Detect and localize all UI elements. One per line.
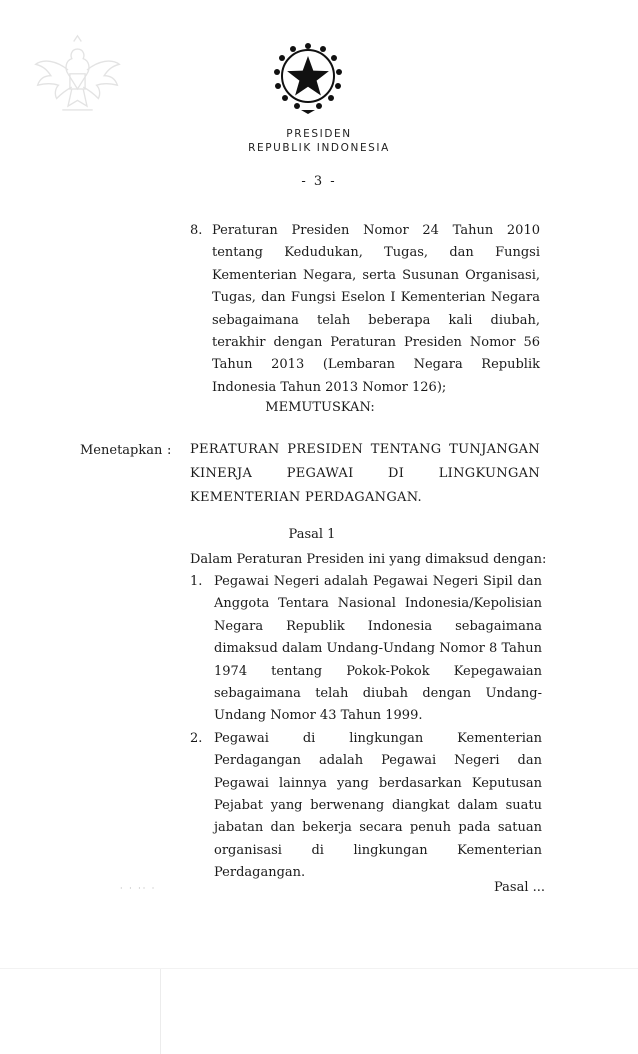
consideration-list	[190, 220, 540, 399]
header-title: PRESIDEN	[286, 128, 352, 140]
definition-list	[190, 571, 542, 885]
scan-specks: · · ·· ·	[120, 884, 157, 893]
header-subtitle: REPUBLIK INDONESIA	[248, 142, 390, 154]
list-item-text: Pegawai di lingkungan Kementerian Perdagangan adalah Pegawai Negeri dan Pegawai lainnya yang berdasarkan Keputusan Pejabat yang berwenang diangkat dalam suatu jabatan dan bekerja secara penuh pada satuan organisasi di lingkungan Kementerian Perdagangan.	[214, 730, 542, 881]
establish-label: Menetapkan	[80, 443, 163, 458]
paper-fold-line	[160, 968, 161, 1054]
article-intro: Dalam Peraturan Presiden ini yang dimaksud dengan:	[190, 552, 547, 567]
list-item	[190, 571, 542, 728]
list-item	[190, 220, 540, 399]
establish-text: PERATURAN PRESIDEN TENTANG TUNJANGAN KINERJA PEGAWAI DI LINGKUNGAN KEMENTERIAN PERDAGANGAN.	[190, 442, 540, 505]
decision-heading: MEMUTUSKAN:	[265, 400, 375, 415]
paper-fold-line	[0, 968, 638, 969]
list-item-text: Peraturan Presiden Nomor 24 Tahun 2010 tentang Kedudukan, Tugas, dan Fungsi Kementerian Negara, serta Susunan Organisasi, Tugas, dan Fungsi Eselon I Kementerian Negara sebagaimana telah beberapa kali diubah, terakhir dengan Peraturan Presiden Nomor 56 Tahun 2013 (Lembaran Negara Republik Indonesia Tahun 2013 Nomor 126);	[212, 223, 540, 395]
list-item-number: 8.	[190, 223, 203, 238]
garuda-watermark-icon	[30, 32, 125, 127]
list-item-number: 2.	[190, 730, 203, 746]
list-item-text: Pegawai Negeri adalah Pegawai Negeri Sipil dan Anggota Tentara Nasional Indonesia/Kepolisian Negara Republik Indonesia sebagaimana dimaksud dalam Undang-Undang Nomor 8 Tahun 1974 tentang Pokok-Pokok Kepegawaian sebagaimana telah diubah dengan Undang-Undang Nomor 43 Tahun 1999.	[214, 574, 542, 724]
list-item-number: 1.	[190, 574, 203, 589]
continuation-label: Pasal ...	[494, 880, 546, 895]
article-heading: Pasal 1	[288, 527, 336, 542]
establish-colon: :	[167, 443, 172, 458]
page-number: - 3 -	[301, 174, 337, 189]
presidential-star-seal-icon	[268, 36, 348, 116]
list-item	[190, 728, 542, 885]
